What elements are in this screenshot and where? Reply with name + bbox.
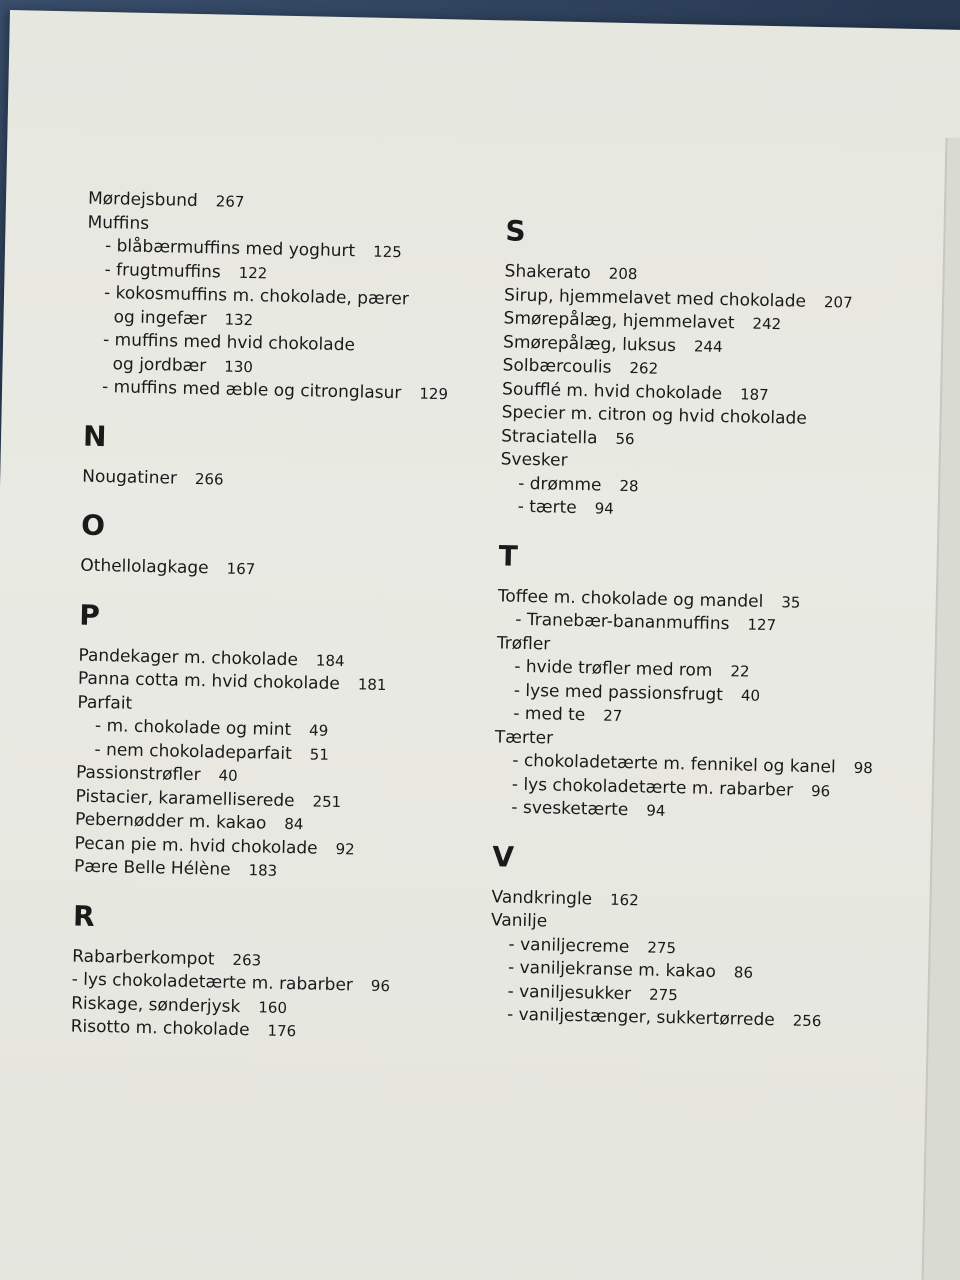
entry-page-number: 130 [224, 357, 254, 376]
entry-text: Parfait [77, 692, 133, 714]
entry-text: Specier m. citron og hvid chokolade [501, 402, 807, 429]
entry-text: Soufflé m. hvid chokolade [501, 378, 723, 404]
index-section-p [74, 644, 479, 887]
entry-page-number: 266 [194, 469, 224, 489]
entry-text: - vaniljekranse m. kakao [507, 957, 717, 982]
entry-text: Sirup, hjemmelavet med chokolade [503, 284, 807, 312]
entry-text: Riskage, sønderjysk [71, 993, 241, 1017]
section-letter-s: S [505, 214, 526, 248]
entry-text: - blåbærmuffins med yoghurt [104, 236, 356, 262]
book-page [0, 10, 960, 1280]
entry-text: - drømme [517, 473, 602, 495]
entry-text: - chokoladetærte m. fennikel og kanel [512, 750, 836, 778]
entry-page-number: 244 [693, 336, 723, 356]
entry-page-number: 275 [648, 985, 678, 1004]
entry-page-number: 94 [594, 499, 614, 518]
entry-text: Nougatiner [82, 466, 178, 489]
entry-text: Vanilje [490, 910, 548, 932]
section-letter-r: R [72, 899, 95, 933]
section-letter-o: O [80, 508, 106, 543]
entry-page-number: 160 [258, 997, 288, 1017]
entry-text: Panna cotta m. hvid chokolade [77, 668, 341, 695]
entry-text: Othellolagkage [80, 555, 209, 579]
entry-text: - tærte [517, 496, 577, 518]
entry-text: - muffins med hvid chokolade [102, 330, 356, 356]
entry-text: - med te [513, 703, 586, 726]
entry-page-number: 49 [308, 721, 329, 740]
entry-page-number: 96 [810, 781, 831, 800]
entry-text: - lys chokoladetærte m. rabarber [71, 969, 354, 996]
entry-text: Risotto m. chokolade [70, 1016, 250, 1041]
entry-text: Tærter [494, 726, 554, 749]
entry-page-number: 28 [619, 476, 639, 495]
entry-text: - muffins med æble og citronglasur [101, 377, 402, 404]
entry-text: Smørepålæg, hjemmelavet [503, 308, 735, 334]
entry-page-number: 208 [608, 264, 638, 284]
entry-page-number: 129 [419, 384, 449, 404]
entry-text: - frugtmuffins [104, 259, 221, 282]
section-letter-v: V [492, 839, 515, 874]
entry-page-number: 207 [823, 292, 853, 312]
index-column-right [489, 216, 906, 1035]
entry-page-number: 176 [267, 1021, 297, 1041]
entry-text: Rabarberkompot [71, 946, 215, 969]
entry-page-number: 22 [730, 662, 750, 681]
entry-text: - vaniljestænger, sukkertørrede [506, 1004, 775, 1031]
entry-page-number: 181 [357, 675, 387, 695]
entry-page-number: 275 [647, 938, 677, 957]
entry-text: Vandkringle [491, 886, 593, 909]
entry-text: Trøfler [496, 632, 551, 654]
entry-page-number: 256 [792, 1011, 822, 1031]
index-section-s [499, 260, 904, 527]
entry-text: Solbærcoulis [502, 355, 612, 378]
entry-page-number: 40 [218, 766, 238, 785]
entry-page-number: 94 [646, 801, 666, 820]
entry-page-number: 98 [853, 758, 873, 778]
entry-page-number: 86 [733, 963, 754, 982]
entry-page-number: 167 [226, 559, 256, 579]
entry-text: Shakerato [504, 261, 591, 284]
entry-text: Muffins [87, 212, 150, 234]
entry-text: og jordbær [112, 353, 207, 376]
entry-text: - lys chokoladetærte m. rabarber [511, 774, 794, 801]
entry-text: Straciatella [500, 425, 598, 448]
entry-page-number: 84 [284, 814, 304, 834]
entry-page-number: 51 [309, 744, 330, 764]
entry-page-number: 92 [335, 839, 355, 858]
entry-text: Pandekager m. chokolade [78, 645, 299, 670]
entry-page-number: 40 [740, 685, 761, 705]
entry-text: - hvide trøfler med rom [514, 656, 713, 681]
entry-text: - svesketærte [511, 797, 629, 821]
section-letter-p: P [79, 598, 101, 632]
entry-text: - vaniljecreme [508, 934, 630, 957]
entry-page-number: 122 [238, 263, 268, 282]
entry-text: Pistacier, karamelliserede [75, 786, 295, 811]
entry-text: - lyse med passionsfrugt [513, 680, 724, 705]
entry-page-number: 96 [370, 976, 391, 996]
index-entry [82, 465, 482, 497]
entry-text: - kokosmuffins m. chokolade, pærer [103, 283, 410, 310]
entry-page-number: 183 [248, 861, 278, 880]
entry-page-number: 132 [224, 310, 254, 329]
entry-page-number: 263 [232, 950, 262, 969]
index-section-r [70, 945, 472, 1047]
entry-text: Smørepålæg, luksus [502, 331, 677, 356]
entry-text: Svesker [500, 449, 568, 471]
entry-page-number: 262 [629, 359, 659, 378]
index-section-n [82, 465, 482, 497]
entry-text: - m. chokolade og mint [94, 715, 292, 741]
entry-page-number: 56 [615, 429, 635, 448]
index-column-left [70, 188, 488, 1048]
entry-page-number: 242 [752, 314, 782, 334]
entry-text: Pære Belle Hélène [73, 856, 231, 880]
entry-page-number: 125 [372, 242, 402, 262]
entry-text: Passionstrøfler [75, 762, 201, 786]
index-entry [80, 555, 480, 587]
entry-page-number: 27 [603, 706, 623, 725]
entry-page-number: 35 [781, 592, 801, 612]
entry-text: Toffee m. chokolade og mandel [497, 585, 764, 612]
section-letter-t: T [498, 538, 519, 573]
entry-text: - vaniljesukker [507, 981, 632, 1004]
entry-text: Pebernødder m. kakao [74, 809, 267, 834]
index-section-v [489, 886, 892, 1035]
entry-text: Pecan pie m. hvid chokolade [74, 833, 318, 859]
index-section-m [84, 188, 488, 408]
entry-page-number: 267 [215, 192, 245, 211]
entry-page-number: 162 [609, 890, 639, 909]
index-section-t [493, 585, 898, 828]
entry-text: Mørdejsbund [87, 188, 198, 211]
entry-page-number: 184 [315, 651, 345, 670]
section-letter-n: N [82, 419, 107, 453]
entry-page-number: 251 [312, 792, 342, 811]
index-section-o [80, 555, 480, 587]
entry-text: og ingefær [113, 306, 207, 329]
entry-text: - Tranebær-bananmuffins [515, 609, 730, 635]
entry-text: - nem chokoladeparfait [94, 739, 292, 764]
facing-page-edge [920, 138, 960, 1280]
entry-page-number: 127 [747, 615, 777, 635]
entry-page-number: 187 [739, 384, 769, 404]
